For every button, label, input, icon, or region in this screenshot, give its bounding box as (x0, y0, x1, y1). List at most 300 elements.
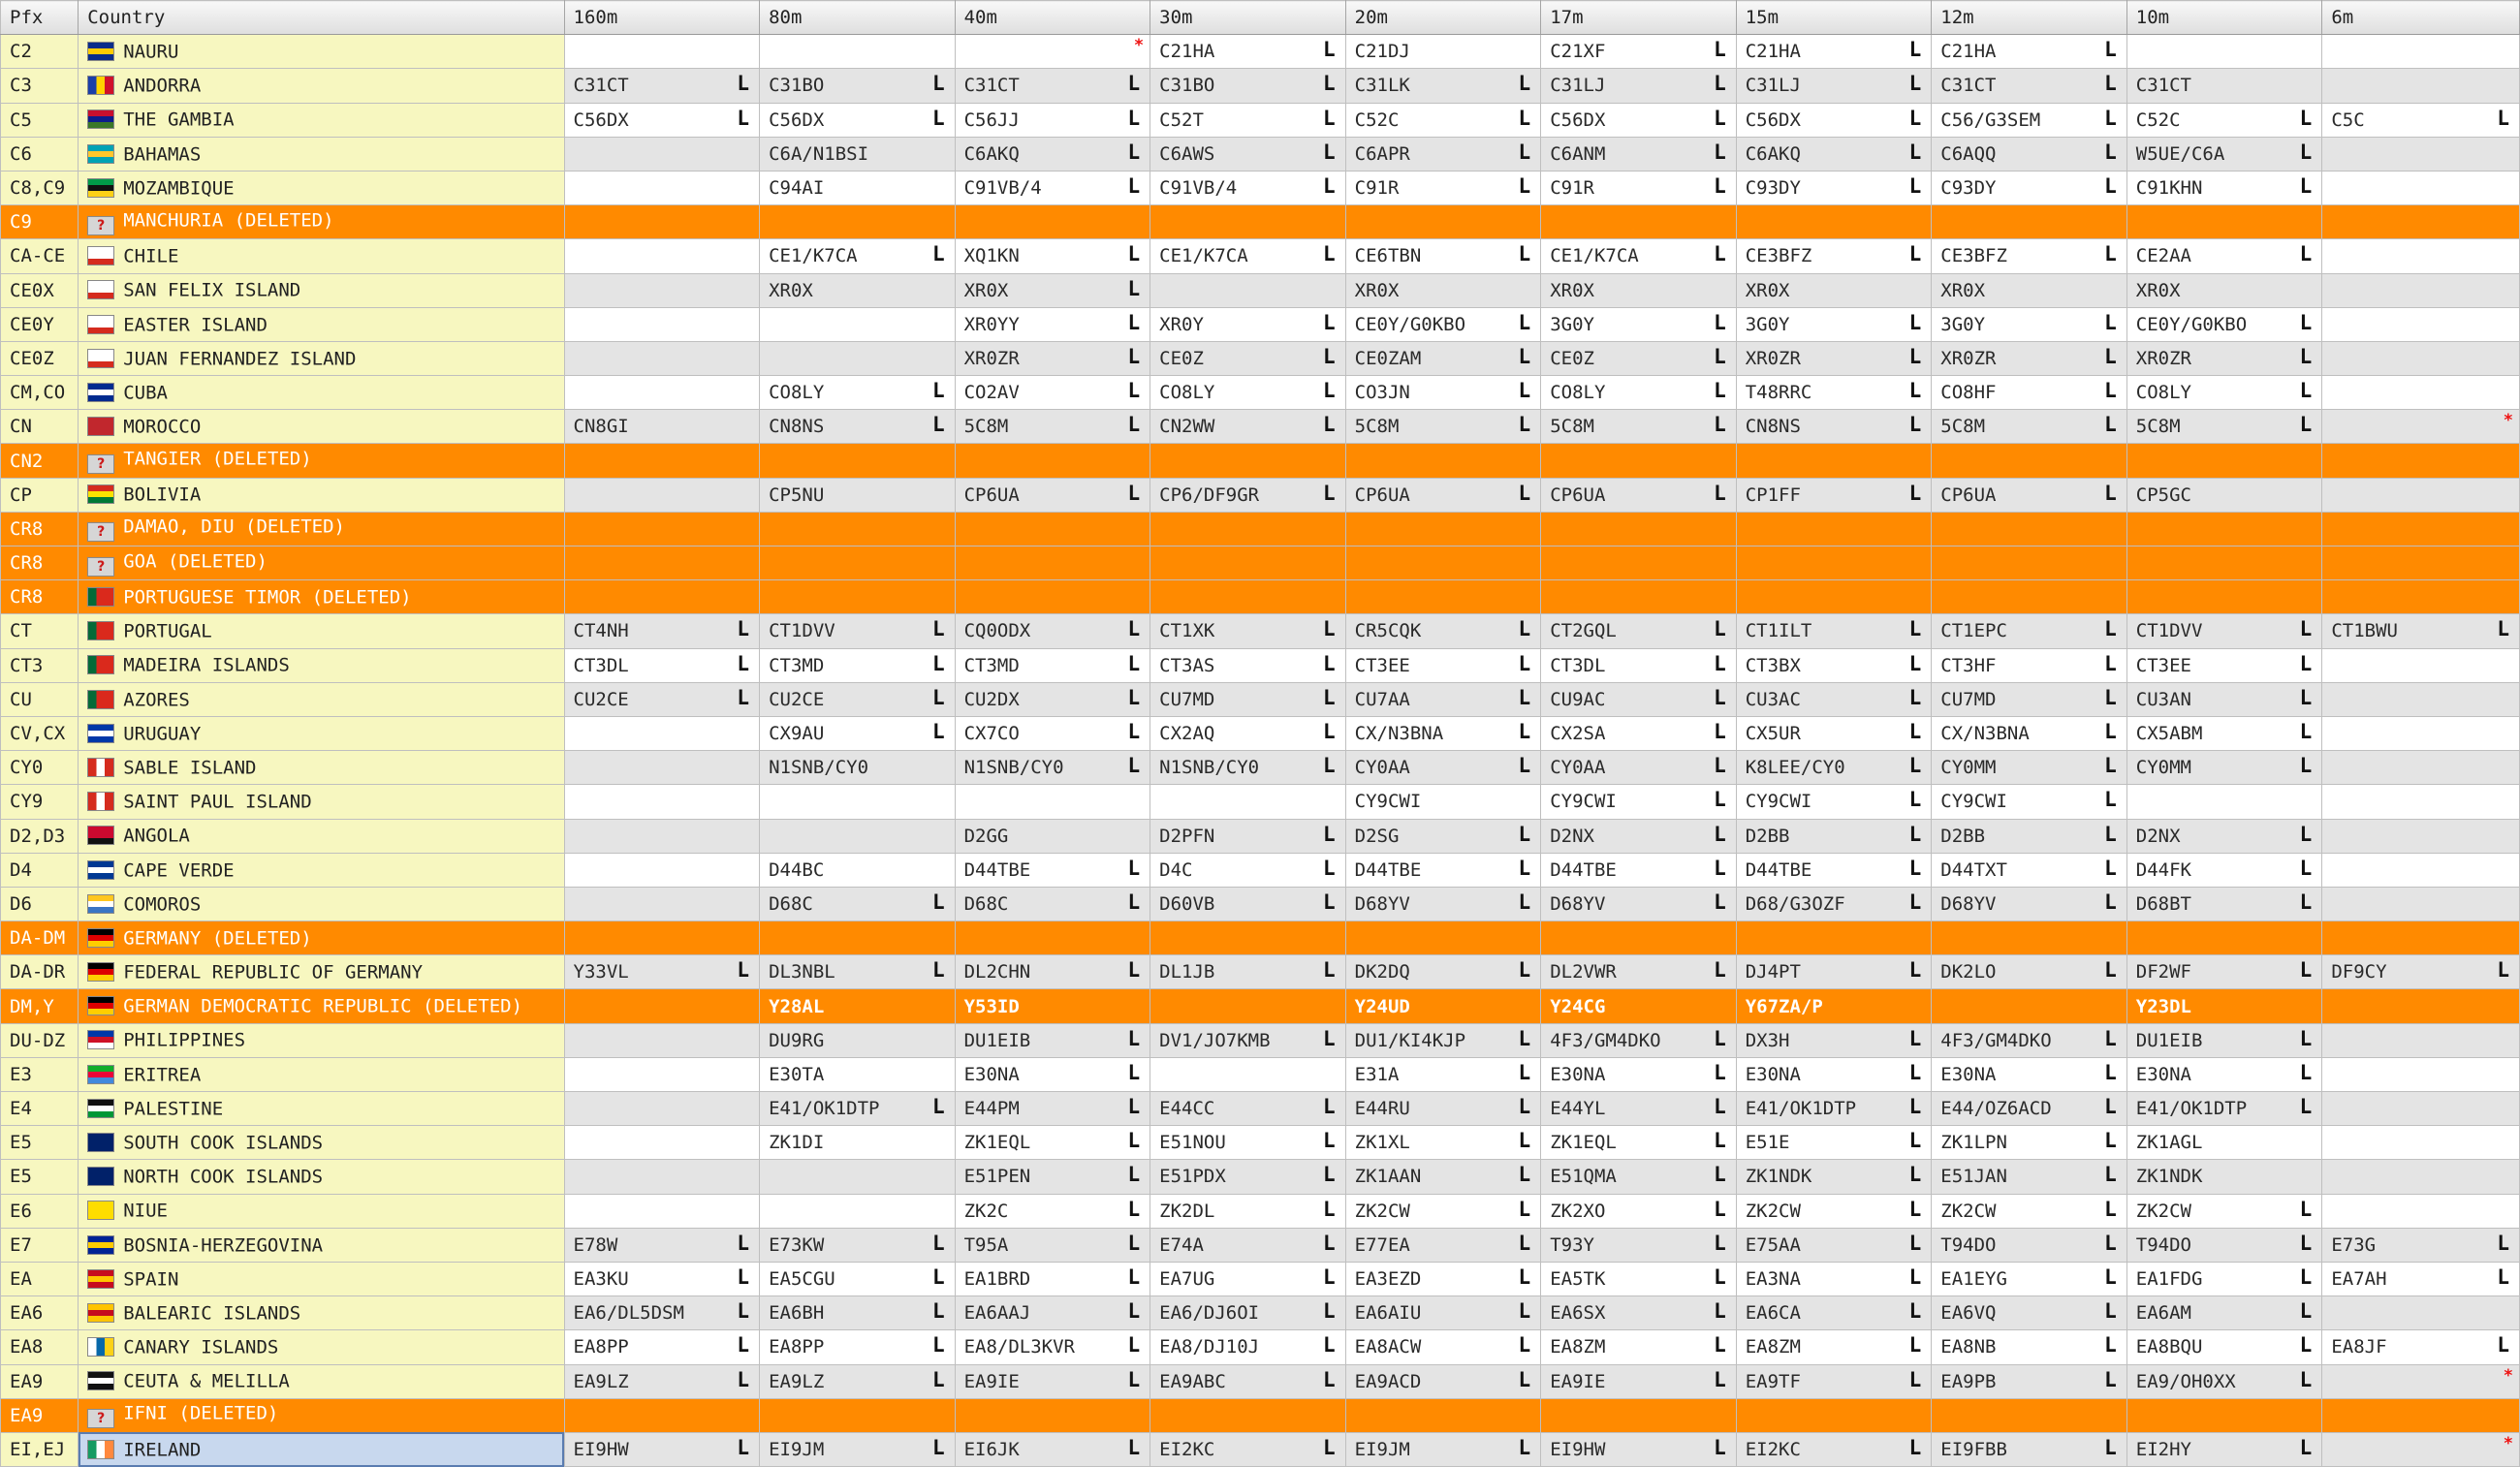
band-cell-40m[interactable] (955, 410, 1150, 444)
band-cell-20m[interactable] (1345, 341, 1541, 375)
band-cell-6m[interactable] (2322, 1023, 2520, 1057)
band-cell-15m[interactable] (1736, 376, 1932, 410)
prefix-cell[interactable]: CE0X (1, 273, 79, 307)
band-cell-160m[interactable] (564, 69, 760, 103)
band-cell-40m[interactable] (955, 478, 1150, 512)
band-cell-160m[interactable] (564, 410, 760, 444)
prefix-cell[interactable]: CA-CE (1, 239, 79, 273)
band-cell-10m[interactable] (2126, 887, 2322, 921)
band-cell-40m[interactable] (955, 1398, 1150, 1432)
band-cell-20m[interactable] (1345, 716, 1541, 750)
band-cell-12m[interactable] (1932, 512, 2127, 546)
band-cell-17m[interactable] (1541, 1262, 1737, 1295)
prefix-cell[interactable]: CR8 (1, 512, 79, 546)
band-cell-17m[interactable] (1541, 989, 1737, 1023)
band-cell-160m[interactable] (564, 478, 760, 512)
band-cell-160m[interactable] (564, 1364, 760, 1398)
band-cell-6m[interactable] (2322, 35, 2520, 69)
band-cell-17m[interactable] (1541, 410, 1737, 444)
band-cell-30m[interactable] (1150, 1364, 1346, 1398)
band-cell-6m[interactable] (2322, 103, 2520, 137)
prefix-cell[interactable]: CM,CO (1, 376, 79, 410)
table-row[interactable] (1, 887, 2520, 921)
band-cell-20m[interactable] (1345, 273, 1541, 307)
country-cell[interactable] (79, 376, 564, 410)
band-cell-80m[interactable] (760, 955, 956, 989)
table-row[interactable] (1, 103, 2520, 137)
band-cell-17m[interactable] (1541, 716, 1737, 750)
band-cell-40m[interactable] (955, 955, 1150, 989)
band-cell-160m[interactable] (564, 1194, 760, 1228)
band-cell-15m[interactable] (1736, 887, 1932, 921)
band-cell-17m[interactable] (1541, 512, 1737, 546)
band-cell-20m[interactable] (1345, 546, 1541, 580)
band-cell-6m[interactable] (2322, 648, 2520, 682)
band-cell-80m[interactable] (760, 1364, 956, 1398)
band-cell-10m[interactable] (2126, 341, 2322, 375)
band-cell-160m[interactable] (564, 716, 760, 750)
band-cell-20m[interactable] (1345, 853, 1541, 887)
band-cell-160m[interactable] (564, 137, 760, 171)
band-cell-40m[interactable] (955, 819, 1150, 853)
band-cell-12m[interactable] (1932, 205, 2127, 239)
band-cell-6m[interactable] (2322, 1092, 2520, 1126)
column-header-40m[interactable]: 40m (955, 1, 1150, 35)
band-cell-17m[interactable] (1541, 1330, 1737, 1364)
table-row[interactable] (1, 341, 2520, 375)
band-cell-10m[interactable] (2126, 307, 2322, 341)
band-cell-30m[interactable] (1150, 1262, 1346, 1295)
band-cell-160m[interactable] (564, 819, 760, 853)
band-cell-20m[interactable] (1345, 887, 1541, 921)
band-cell-80m[interactable] (760, 887, 956, 921)
band-cell-10m[interactable] (2126, 648, 2322, 682)
band-cell-17m[interactable] (1541, 1194, 1737, 1228)
band-cell-10m[interactable] (2126, 989, 2322, 1023)
band-cell-6m[interactable] (2322, 239, 2520, 273)
band-cell-40m[interactable] (955, 751, 1150, 785)
column-header-20m[interactable]: 20m (1345, 1, 1541, 35)
band-cell-40m[interactable] (955, 171, 1150, 204)
band-cell-20m[interactable] (1345, 648, 1541, 682)
band-cell-10m[interactable] (2126, 580, 2322, 614)
band-cell-15m[interactable] (1736, 1057, 1932, 1091)
band-cell-30m[interactable] (1150, 307, 1346, 341)
prefix-cell[interactable]: EA9 (1, 1364, 79, 1398)
column-header-80m[interactable]: 80m (760, 1, 956, 35)
band-cell-12m[interactable] (1932, 341, 2127, 375)
table-row[interactable] (1, 1057, 2520, 1091)
band-cell-40m[interactable] (955, 1092, 1150, 1126)
band-cell-17m[interactable] (1541, 205, 1737, 239)
country-cell[interactable] (79, 239, 564, 273)
band-cell-20m[interactable] (1345, 1057, 1541, 1091)
band-cell-30m[interactable] (1150, 137, 1346, 171)
table-row[interactable] (1, 614, 2520, 648)
band-cell-6m[interactable] (2322, 955, 2520, 989)
band-cell-12m[interactable] (1932, 955, 2127, 989)
band-cell-160m[interactable] (564, 444, 760, 478)
band-cell-160m[interactable] (564, 921, 760, 955)
prefix-cell[interactable]: EI,EJ (1, 1432, 79, 1466)
band-cell-15m[interactable] (1736, 648, 1932, 682)
band-cell-20m[interactable] (1345, 614, 1541, 648)
band-cell-40m[interactable] (955, 103, 1150, 137)
band-cell-30m[interactable] (1150, 751, 1346, 785)
band-cell-15m[interactable] (1736, 103, 1932, 137)
band-cell-12m[interactable] (1932, 1364, 2127, 1398)
band-cell-40m[interactable] (955, 1330, 1150, 1364)
prefix-cell[interactable]: C8,C9 (1, 171, 79, 204)
band-cell-80m[interactable] (760, 205, 956, 239)
table-row[interactable] (1, 35, 2520, 69)
band-cell-17m[interactable] (1541, 137, 1737, 171)
band-cell-160m[interactable] (564, 1057, 760, 1091)
band-cell-40m[interactable] (955, 205, 1150, 239)
prefix-cell[interactable]: EA6 (1, 1296, 79, 1330)
country-cell[interactable] (79, 1057, 564, 1091)
band-cell-80m[interactable] (760, 137, 956, 171)
band-cell-80m[interactable] (760, 171, 956, 204)
band-cell-160m[interactable] (564, 376, 760, 410)
band-cell-15m[interactable] (1736, 444, 1932, 478)
prefix-cell[interactable]: EA9 (1, 1398, 79, 1432)
band-cell-40m[interactable] (955, 1364, 1150, 1398)
band-cell-30m[interactable] (1150, 785, 1346, 819)
band-cell-6m[interactable] (2322, 1364, 2520, 1398)
band-cell-12m[interactable] (1932, 614, 2127, 648)
band-cell-20m[interactable] (1345, 512, 1541, 546)
band-cell-160m[interactable] (564, 853, 760, 887)
band-cell-80m[interactable] (760, 1023, 956, 1057)
band-cell-6m[interactable] (2322, 921, 2520, 955)
prefix-cell[interactable]: DU-DZ (1, 1023, 79, 1057)
band-cell-40m[interactable] (955, 1262, 1150, 1295)
band-cell-30m[interactable] (1150, 35, 1346, 69)
band-cell-30m[interactable] (1150, 478, 1346, 512)
band-cell-30m[interactable] (1150, 887, 1346, 921)
country-cell[interactable] (79, 1432, 564, 1466)
table-row[interactable] (1, 546, 2520, 580)
band-cell-20m[interactable] (1345, 239, 1541, 273)
table-row[interactable] (1, 376, 2520, 410)
band-cell-160m[interactable] (564, 1160, 760, 1194)
band-cell-160m[interactable] (564, 1092, 760, 1126)
column-header-12m[interactable]: 12m (1932, 1, 2127, 35)
band-cell-40m[interactable] (955, 1126, 1150, 1160)
table-row[interactable] (1, 1296, 2520, 1330)
band-cell-80m[interactable] (760, 546, 956, 580)
country-cell[interactable] (79, 614, 564, 648)
band-cell-15m[interactable] (1736, 682, 1932, 716)
band-cell-6m[interactable] (2322, 751, 2520, 785)
country-cell[interactable] (79, 1364, 564, 1398)
band-cell-160m[interactable] (564, 1262, 760, 1295)
band-cell-17m[interactable] (1541, 1364, 1737, 1398)
band-cell-15m[interactable] (1736, 341, 1932, 375)
band-cell-80m[interactable] (760, 716, 956, 750)
table-row[interactable] (1, 989, 2520, 1023)
band-cell-160m[interactable] (564, 35, 760, 69)
prefix-cell[interactable]: CR8 (1, 546, 79, 580)
band-cell-20m[interactable] (1345, 819, 1541, 853)
band-cell-15m[interactable] (1736, 1432, 1932, 1466)
band-cell-30m[interactable] (1150, 1057, 1346, 1091)
band-cell-12m[interactable] (1932, 1228, 2127, 1262)
band-cell-15m[interactable] (1736, 955, 1932, 989)
band-cell-10m[interactable] (2126, 614, 2322, 648)
band-cell-160m[interactable] (564, 512, 760, 546)
band-cell-17m[interactable] (1541, 103, 1737, 137)
band-cell-20m[interactable] (1345, 103, 1541, 137)
band-cell-30m[interactable] (1150, 103, 1346, 137)
country-cell[interactable] (79, 1194, 564, 1228)
country-cell[interactable] (79, 1228, 564, 1262)
table-row[interactable] (1, 69, 2520, 103)
band-cell-10m[interactable] (2126, 512, 2322, 546)
band-cell-10m[interactable] (2126, 819, 2322, 853)
band-cell-160m[interactable] (564, 682, 760, 716)
band-cell-80m[interactable] (760, 921, 956, 955)
column-header-160m[interactable]: 160m (564, 1, 760, 35)
table-row[interactable] (1, 205, 2520, 239)
country-cell[interactable] (79, 716, 564, 750)
band-cell-17m[interactable] (1541, 69, 1737, 103)
band-cell-40m[interactable] (955, 580, 1150, 614)
band-cell-17m[interactable] (1541, 785, 1737, 819)
band-cell-80m[interactable] (760, 376, 956, 410)
band-cell-40m[interactable] (955, 1023, 1150, 1057)
table-row[interactable] (1, 716, 2520, 750)
prefix-cell[interactable]: EA8 (1, 1330, 79, 1364)
band-cell-12m[interactable] (1932, 1432, 2127, 1466)
band-cell-12m[interactable] (1932, 1126, 2127, 1160)
band-cell-30m[interactable] (1150, 1092, 1346, 1126)
band-cell-80m[interactable] (760, 785, 956, 819)
band-cell-80m[interactable] (760, 1228, 956, 1262)
table-row[interactable] (1, 1092, 2520, 1126)
band-cell-20m[interactable] (1345, 1330, 1541, 1364)
band-cell-10m[interactable] (2126, 103, 2322, 137)
band-cell-17m[interactable] (1541, 478, 1737, 512)
band-cell-30m[interactable] (1150, 1330, 1346, 1364)
band-cell-30m[interactable] (1150, 546, 1346, 580)
band-cell-30m[interactable] (1150, 1398, 1346, 1432)
prefix-cell[interactable]: D6 (1, 887, 79, 921)
band-cell-6m[interactable] (2322, 205, 2520, 239)
prefix-cell[interactable]: E5 (1, 1126, 79, 1160)
band-cell-80m[interactable] (760, 512, 956, 546)
country-cell[interactable] (79, 1126, 564, 1160)
prefix-cell[interactable]: CR8 (1, 580, 79, 614)
band-cell-6m[interactable] (2322, 273, 2520, 307)
band-cell-17m[interactable] (1541, 376, 1737, 410)
country-cell[interactable] (79, 819, 564, 853)
band-cell-15m[interactable] (1736, 1023, 1932, 1057)
band-cell-12m[interactable] (1932, 1160, 2127, 1194)
band-cell-6m[interactable] (2322, 989, 2520, 1023)
band-cell-20m[interactable] (1345, 478, 1541, 512)
band-cell-40m[interactable] (955, 785, 1150, 819)
prefix-cell[interactable]: CE0Z (1, 341, 79, 375)
table-row[interactable] (1, 1194, 2520, 1228)
band-cell-10m[interactable] (2126, 1023, 2322, 1057)
band-cell-12m[interactable] (1932, 137, 2127, 171)
band-cell-20m[interactable] (1345, 580, 1541, 614)
band-cell-12m[interactable] (1932, 444, 2127, 478)
band-cell-160m[interactable] (564, 887, 760, 921)
band-cell-17m[interactable] (1541, 887, 1737, 921)
country-cell[interactable] (79, 103, 564, 137)
band-cell-40m[interactable] (955, 69, 1150, 103)
band-cell-160m[interactable] (564, 171, 760, 204)
band-cell-6m[interactable] (2322, 478, 2520, 512)
band-cell-30m[interactable] (1150, 69, 1346, 103)
band-cell-160m[interactable] (564, 1126, 760, 1160)
country-cell[interactable] (79, 887, 564, 921)
band-cell-17m[interactable] (1541, 239, 1737, 273)
band-cell-80m[interactable] (760, 989, 956, 1023)
band-cell-30m[interactable] (1150, 444, 1346, 478)
band-cell-30m[interactable] (1150, 682, 1346, 716)
band-cell-17m[interactable] (1541, 1296, 1737, 1330)
band-cell-17m[interactable] (1541, 1398, 1737, 1432)
prefix-cell[interactable]: CU (1, 682, 79, 716)
band-cell-30m[interactable] (1150, 648, 1346, 682)
table-row[interactable] (1, 239, 2520, 273)
band-cell-80m[interactable] (760, 69, 956, 103)
band-cell-40m[interactable] (955, 682, 1150, 716)
band-cell-12m[interactable] (1932, 682, 2127, 716)
band-cell-30m[interactable] (1150, 1126, 1346, 1160)
band-cell-12m[interactable] (1932, 35, 2127, 69)
band-cell-6m[interactable] (2322, 682, 2520, 716)
band-cell-20m[interactable] (1345, 751, 1541, 785)
band-cell-20m[interactable] (1345, 35, 1541, 69)
country-cell[interactable] (79, 751, 564, 785)
table-row[interactable] (1, 580, 2520, 614)
table-row[interactable] (1, 785, 2520, 819)
prefix-cell[interactable]: E7 (1, 1228, 79, 1262)
band-cell-17m[interactable] (1541, 444, 1737, 478)
band-cell-20m[interactable] (1345, 1228, 1541, 1262)
band-cell-15m[interactable] (1736, 921, 1932, 955)
band-cell-80m[interactable] (760, 444, 956, 478)
prefix-cell[interactable]: DM,Y (1, 989, 79, 1023)
band-cell-10m[interactable] (2126, 546, 2322, 580)
prefix-cell[interactable]: CY0 (1, 751, 79, 785)
table-row[interactable] (1, 444, 2520, 478)
band-cell-12m[interactable] (1932, 1057, 2127, 1091)
band-cell-17m[interactable] (1541, 171, 1737, 204)
band-cell-10m[interactable] (2126, 137, 2322, 171)
band-cell-20m[interactable] (1345, 682, 1541, 716)
band-cell-15m[interactable] (1736, 137, 1932, 171)
band-cell-15m[interactable] (1736, 1398, 1932, 1432)
band-cell-12m[interactable] (1932, 478, 2127, 512)
prefix-cell[interactable]: D4 (1, 853, 79, 887)
band-cell-15m[interactable] (1736, 512, 1932, 546)
band-cell-10m[interactable] (2126, 1330, 2322, 1364)
band-cell-30m[interactable] (1150, 239, 1346, 273)
country-cell[interactable] (79, 1023, 564, 1057)
band-cell-160m[interactable] (564, 103, 760, 137)
country-cell[interactable] (79, 955, 564, 989)
band-cell-12m[interactable] (1932, 853, 2127, 887)
band-cell-30m[interactable] (1150, 273, 1346, 307)
country-cell[interactable] (79, 512, 564, 546)
band-cell-10m[interactable] (2126, 921, 2322, 955)
band-cell-15m[interactable] (1736, 989, 1932, 1023)
band-cell-160m[interactable] (564, 1228, 760, 1262)
band-cell-80m[interactable] (760, 341, 956, 375)
country-cell[interactable] (79, 580, 564, 614)
band-cell-12m[interactable] (1932, 819, 2127, 853)
prefix-cell[interactable]: C6 (1, 137, 79, 171)
band-cell-20m[interactable] (1345, 955, 1541, 989)
band-cell-80m[interactable] (760, 1330, 956, 1364)
band-cell-40m[interactable] (955, 376, 1150, 410)
band-cell-6m[interactable] (2322, 512, 2520, 546)
prefix-cell[interactable]: DA-DM (1, 921, 79, 955)
band-cell-80m[interactable] (760, 239, 956, 273)
table-row[interactable] (1, 137, 2520, 171)
band-cell-20m[interactable] (1345, 1126, 1541, 1160)
table-row[interactable] (1, 478, 2520, 512)
band-cell-12m[interactable] (1932, 69, 2127, 103)
prefix-cell[interactable]: CP (1, 478, 79, 512)
band-cell-80m[interactable] (760, 614, 956, 648)
country-cell[interactable] (79, 682, 564, 716)
band-cell-12m[interactable] (1932, 1023, 2127, 1057)
band-cell-17m[interactable] (1541, 1228, 1737, 1262)
band-cell-160m[interactable] (564, 580, 760, 614)
country-cell[interactable] (79, 1092, 564, 1126)
band-cell-20m[interactable] (1345, 1194, 1541, 1228)
band-cell-80m[interactable] (760, 1126, 956, 1160)
column-header-6m[interactable]: 6m (2322, 1, 2520, 35)
band-cell-80m[interactable] (760, 819, 956, 853)
band-cell-40m[interactable] (955, 239, 1150, 273)
band-cell-6m[interactable] (2322, 69, 2520, 103)
band-cell-20m[interactable] (1345, 1398, 1541, 1432)
prefix-cell[interactable]: C3 (1, 69, 79, 103)
band-cell-10m[interactable] (2126, 1228, 2322, 1262)
prefix-cell[interactable]: CN2 (1, 444, 79, 478)
band-cell-30m[interactable] (1150, 955, 1346, 989)
band-cell-12m[interactable] (1932, 103, 2127, 137)
band-cell-30m[interactable] (1150, 716, 1346, 750)
country-cell[interactable] (79, 785, 564, 819)
band-cell-12m[interactable] (1932, 989, 2127, 1023)
band-cell-12m[interactable] (1932, 410, 2127, 444)
band-cell-30m[interactable] (1150, 853, 1346, 887)
band-cell-12m[interactable] (1932, 1398, 2127, 1432)
band-cell-10m[interactable] (2126, 751, 2322, 785)
band-cell-160m[interactable] (564, 751, 760, 785)
table-row[interactable] (1, 853, 2520, 887)
band-cell-10m[interactable] (2126, 955, 2322, 989)
column-header-17m[interactable]: 17m (1541, 1, 1737, 35)
band-cell-40m[interactable] (955, 1432, 1150, 1466)
band-cell-6m[interactable] (2322, 1228, 2520, 1262)
band-cell-160m[interactable] (564, 205, 760, 239)
country-cell[interactable] (79, 921, 564, 955)
band-cell-6m[interactable] (2322, 614, 2520, 648)
band-cell-30m[interactable] (1150, 171, 1346, 204)
band-cell-10m[interactable] (2126, 239, 2322, 273)
band-cell-10m[interactable] (2126, 1262, 2322, 1295)
